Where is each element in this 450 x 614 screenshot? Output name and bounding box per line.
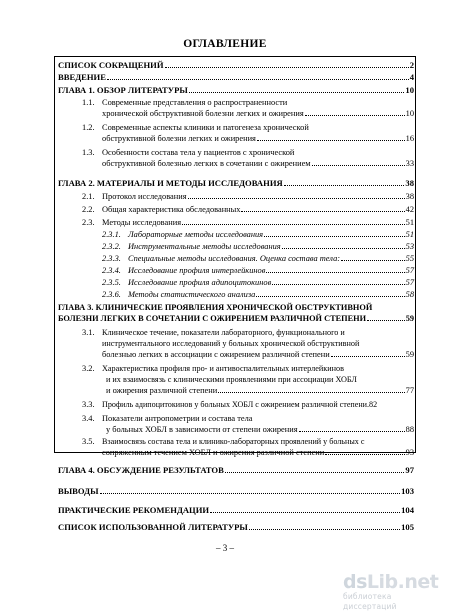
section-number: 2.3.1. [102, 230, 121, 239]
toc-entry-chapter-3[interactable]: БОЛЕЗНИ ЛЕГКИХ В СОЧЕТАНИИ С ОЖИРЕНИЕМ РАЗЛИЧНОЙ СТЕПЕНИ 59 [58, 314, 414, 323]
dot-leader [210, 512, 400, 513]
section-number: 1.3. [82, 148, 95, 157]
toc-entry-chapter-3-line1[interactable]: ГЛАВА 3. КЛИНИЧЕСКИЕ ПРОЯВЛЕНИЯ ХРОНИЧЕСКОЙ ОБСТРУКТИВНОЙ [58, 303, 373, 312]
dot-leader [256, 296, 404, 297]
dot-leader [264, 236, 405, 237]
section-number: 1.1. [82, 98, 95, 107]
dot-leader [272, 284, 404, 285]
toc-entry-2-3-2[interactable]: Инструментальные методы исследования 53 [128, 242, 414, 251]
dot-leader [341, 260, 405, 261]
section-number: 2.3.6. [102, 290, 121, 299]
toc-entry-2-2[interactable]: Общая характеристика обследованных 42 [102, 205, 414, 214]
dot-leader [107, 79, 409, 80]
dot-leader [325, 454, 404, 455]
toc-entry-1-1[interactable]: хронической обструктивной болезни легких и ожирения 10 [102, 109, 414, 118]
toc-entry-chapter-4[interactable]: ГЛАВА 4. ОБСУЖДЕНИЕ РЕЗУЛЬТАТОВ 97 [58, 465, 414, 475]
dot-leader [165, 67, 409, 68]
toc-entry-conclusions[interactable]: ВЫВОДЫ 103 [58, 486, 414, 496]
section-number: 2.3.4. [102, 266, 121, 275]
page-number: – 3 – [216, 543, 234, 553]
toc-entry-recommendations[interactable]: ПРАКТИЧЕСКИЕ РЕКОМЕНДАЦИИ 104 [58, 505, 414, 515]
dot-leader [225, 472, 405, 473]
toc-entry-2-3-5[interactable]: Исследование профиля адипоцитокинов 57 [128, 278, 414, 287]
toc-entry-1-1-line1[interactable]: Современные представления о распространенности [102, 98, 288, 107]
dot-leader [218, 392, 404, 393]
toc-entry-abbreviations[interactable]: СПИСОК СОКРАЩЕНИЙ 2 [58, 60, 414, 70]
dot-leader [182, 224, 405, 225]
dot-leader [367, 320, 405, 321]
dot-leader [241, 211, 404, 212]
section-number: 3.5. [82, 437, 95, 446]
section-number: 2.2. [82, 205, 95, 214]
dot-leader [100, 493, 401, 494]
section-number: 1.2. [82, 123, 95, 132]
toc-entry-3-5[interactable]: сопряженным течением ХОБЛ и ожирения различной степени 93 [102, 448, 414, 457]
watermark [343, 572, 447, 612]
dot-leader [249, 529, 400, 530]
toc-entry-2-3-1[interactable]: Лабораторные методы исследования 51 [128, 230, 414, 239]
dot-leader [299, 431, 405, 432]
watermark-subtitle: библиотека диссертаций [343, 592, 397, 611]
section-number: 2.3. [82, 218, 95, 227]
toc-entry-2-3[interactable]: Методы исследования 51 [102, 218, 414, 227]
toc-entry-1-2[interactable]: обструктивной болезни легких и ожирения 16 [102, 134, 414, 143]
toc-entry-2-3-3[interactable]: Специальные методы исследования. Оценка состава тела: 55 [128, 254, 414, 263]
toc-entry-1-3[interactable]: обструктивной болезнью легких в сочетании с ожирением 33 [102, 159, 414, 168]
section-number: 2.3.2. [102, 242, 121, 251]
toc-entry-chapter-1[interactable]: ГЛАВА 1. ОБЗОР ЛИТЕРАТУРЫ 10 [58, 85, 414, 95]
toc-entry-3-1[interactable]: болезнью легких в ассоциации с ожирением различной степени 59 [102, 350, 414, 359]
watermark-logo: dsLib.net [343, 571, 439, 593]
toc-entry-3-1-line1[interactable]: Клиническое течение, показатели лабораторного, функционального и [102, 328, 345, 337]
section-number: 3.3. [82, 400, 95, 409]
toc-entry-3-2-line2[interactable]: и их взаимосвязь с клиническими проявлениями при ассоциации ХОБЛ [106, 375, 357, 384]
section-number: 3.1. [82, 328, 95, 337]
section-number: 3.2. [82, 364, 95, 373]
dot-leader [282, 248, 405, 249]
dot-leader [305, 115, 405, 116]
toc-entry-3-3[interactable]: Профиль адипоцитокинов у больных ХОБЛ с ожирением различной степени. 82 [102, 400, 378, 409]
toc-entry-2-3-6[interactable]: Методы статистического анализа 58 [128, 290, 414, 299]
toc-entry-1-2-line1[interactable]: Современные аспекты клиники и патогенеза хронической [102, 123, 309, 132]
dot-leader [189, 92, 405, 93]
toc-entry-3-2-line1[interactable]: Характеристика профиля про- и антивоспалительных интерлейкинов [102, 364, 344, 373]
toc-entry-introduction[interactable]: ВВЕДЕНИЕ 4 [58, 72, 414, 82]
dot-leader [188, 198, 405, 199]
dot-leader [284, 185, 405, 186]
toc-entry-2-3-4[interactable]: Исследование профиля интерлейкинов 57 [128, 266, 414, 275]
toc-entry-3-1-line2[interactable]: инструментального исследований у больных хронической обструктивной [102, 339, 360, 348]
section-number: 3.4. [82, 414, 95, 423]
toc-entry-3-2[interactable]: и ожирения различной степени 77 [106, 386, 414, 395]
toc-entry-2-1[interactable]: Протокол исследования 38 [102, 192, 414, 201]
toc-entry-3-4[interactable]: у больных ХОБЛ в зависимости от степени ожирения 88 [106, 425, 414, 434]
toc-entry-chapter-2[interactable]: ГЛАВА 2. МАТЕРИАЛЫ И МЕТОДЫ ИССЛЕДОВАНИЯ 38 [58, 178, 414, 188]
toc-entry-3-5-line1[interactable]: Взаимосвязь состава тела и клинико-лабораторных проявлений у больных с [102, 437, 365, 446]
dot-leader [312, 165, 405, 166]
section-number: 2.3.5. [102, 278, 121, 287]
section-number: 2.3.3. [102, 254, 121, 263]
page-title: ОГЛАВЛЕНИЕ [183, 38, 267, 50]
toc-entry-references[interactable]: СПИСОК ИСПОЛЬЗОВАННОЙ ЛИТЕРАТУРЫ 105 [58, 522, 414, 532]
toc-entry-3-4-line1[interactable]: Показатели антропометрии и состава тела [102, 414, 253, 423]
dot-leader [257, 140, 405, 141]
dot-leader [331, 356, 405, 357]
section-number: 2.1. [82, 192, 95, 201]
dot-leader [266, 272, 404, 273]
toc-entry-1-3-line1[interactable]: Особенности состава тела у пациентов с хронической [102, 148, 295, 157]
